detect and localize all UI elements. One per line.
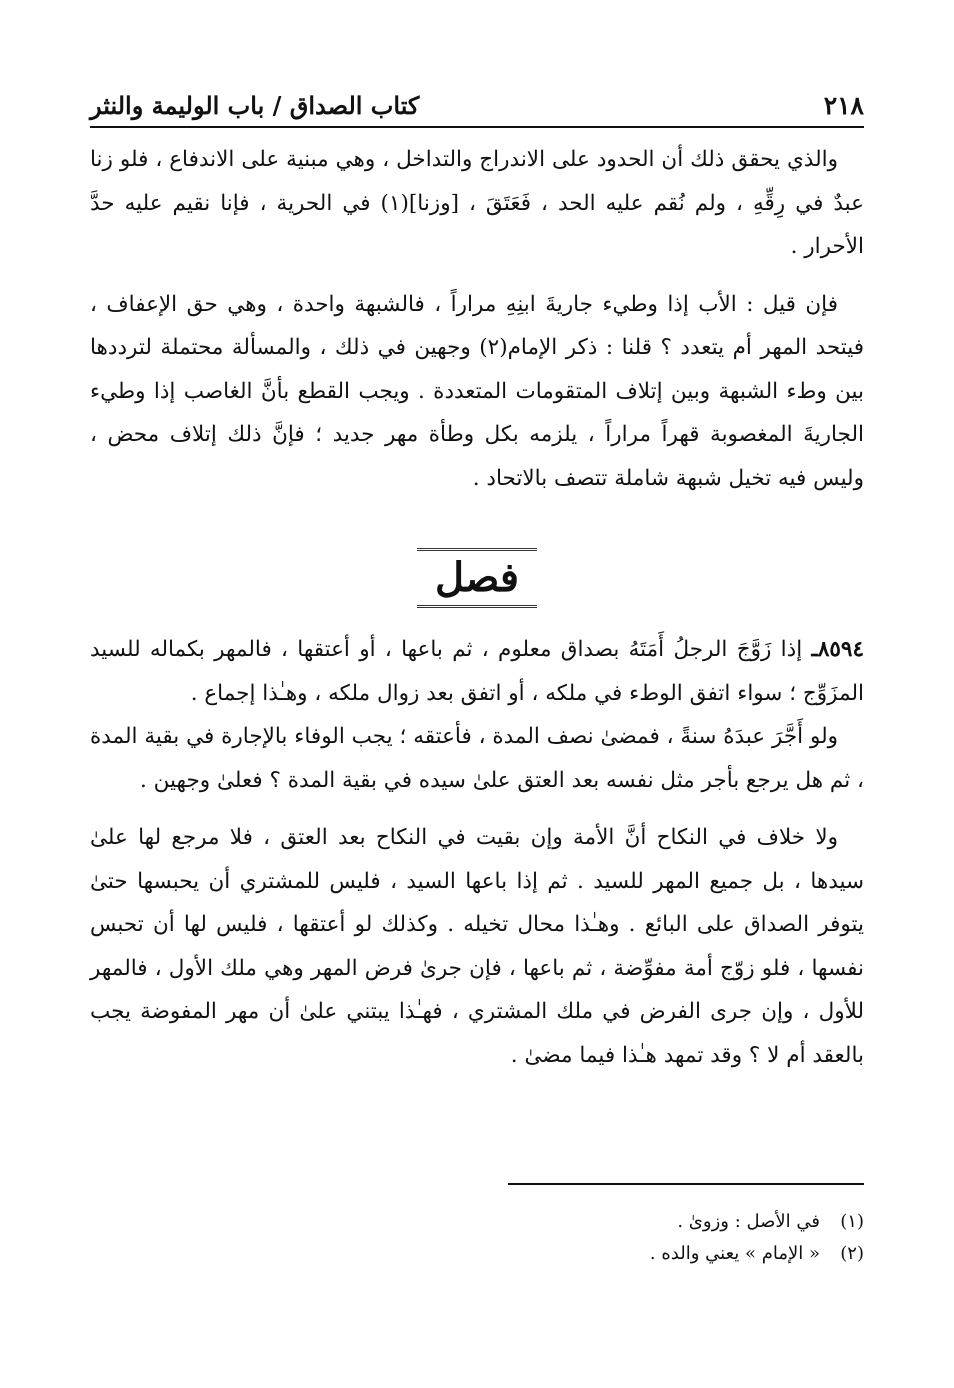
section-heading: [90, 548, 864, 618]
spacer: [90, 269, 864, 283]
paragraph-3: [90, 628, 864, 715]
issue-number: ٨٥٩٤ـ: [811, 637, 865, 662]
footnote-text: في الأصل : وزوىٰ .: [677, 1211, 820, 1232]
paragraph-3-text: إذا زَوَّجَ الرجلُ أَمَتَهُ بصداق معلوم ، ثم باعها ، أو أعتقها ، فالمهر بكماله للسيد المزَوِّج ؛ سواء اتفق الوطء في ملكه ، أو اتفق بعد زوال ملكه ، وهـٰذا إجماع .: [90, 637, 864, 706]
footnote-mark: (٢): [840, 1243, 864, 1264]
footnotes: [364, 1206, 864, 1270]
section-heading-text: فصل: [417, 548, 537, 608]
paragraph-1: والذي يحقق ذلك أن الحدود على الاندراج والتداخل ، وهي مبنية على الاندفاع ، فلو زنا عبدٌ في رِقِّهِ ، ولم نُقم عليه الحد ، فَعَتَقَ ، [وزنا](١) في الحرية ، فإنا نقيم عليه حدَّ الأحرار .: [90, 147, 865, 259]
footnote-2: [364, 1238, 864, 1270]
footnote-mark: (١): [840, 1211, 864, 1232]
running-header: [90, 86, 864, 128]
spacer: [90, 802, 864, 816]
page-body: [90, 138, 864, 1077]
paragraph-4: ولو أَجَّرَ عبدَهُ سنةً ، فمضىٰ نصف المدة ، فأعتقه ؛ يجب الوفاء بالإجارة في بقية المدة ، ثم هل يرجع بأجر مثل نفسه بعد العتق علىٰ سيده في بقية المدة ؟ فعلىٰ وجهين .: [90, 724, 864, 793]
paragraph-2: فإن قيل : الأب إذا وطيء جاريةَ ابنِهِ مراراً ، فالشبهة واحدة ، وهي حق الإعفاف ، فيتحد المهر أم يتعدد ؟ قلنا : ذكر الإمام(٢) وجهين في ذلك ، والمسألة محتملة لترددها بين وطء الشبهة وبين إتلاف المتقومات المتعددة . ويجب القطع بأنَّ الغاصب إذا وطيء الجاريةَ المغصوبة قهراً مراراً ، يلزمه بكل وطأة مهر جديد ؛ فإنَّ ذلك إتلاف محض ، وليس فيه تخيل شبهة شاملة تتصف بالاتحاد .: [90, 291, 864, 491]
paragraph-5: ولا خلاف في النكاح أنَّ الأمة وإن بقيت في النكاح بعد العتق ، فلا مرجع لها علىٰ سيدها ، بل جميع المهر للسيد . ثم إذا باعها السيد ، فليس للمشتري أن يحبسها حتىٰ يتوفر الصداق على البائع . وهـٰذا محال تخيله . وكذلك لو أعتقها ، فليس لها أن تحبس نفسها ، فلو زوّج أمة مفوِّضة ، ثم باعها ، فإن جرىٰ فرض المهر وهي ملك الأول ، فالمهر للأول ، وإن جرى الفرض في ملك المشتري ، فهـٰذا يبتني علىٰ أن مهر المفوضة يجب بالعقد أم لا ؟ وقد تمهد هـٰذا فيما مضىٰ .: [90, 825, 864, 1068]
running-title: كتاب الصداق / باب الوليمة والنثر: [90, 91, 420, 120]
footnote-text: « الإمام » يعني والده .: [649, 1243, 820, 1264]
footnote-1: [364, 1206, 864, 1238]
footnote-separator: [508, 1183, 864, 1185]
page-number: ٢١٨: [823, 91, 864, 120]
